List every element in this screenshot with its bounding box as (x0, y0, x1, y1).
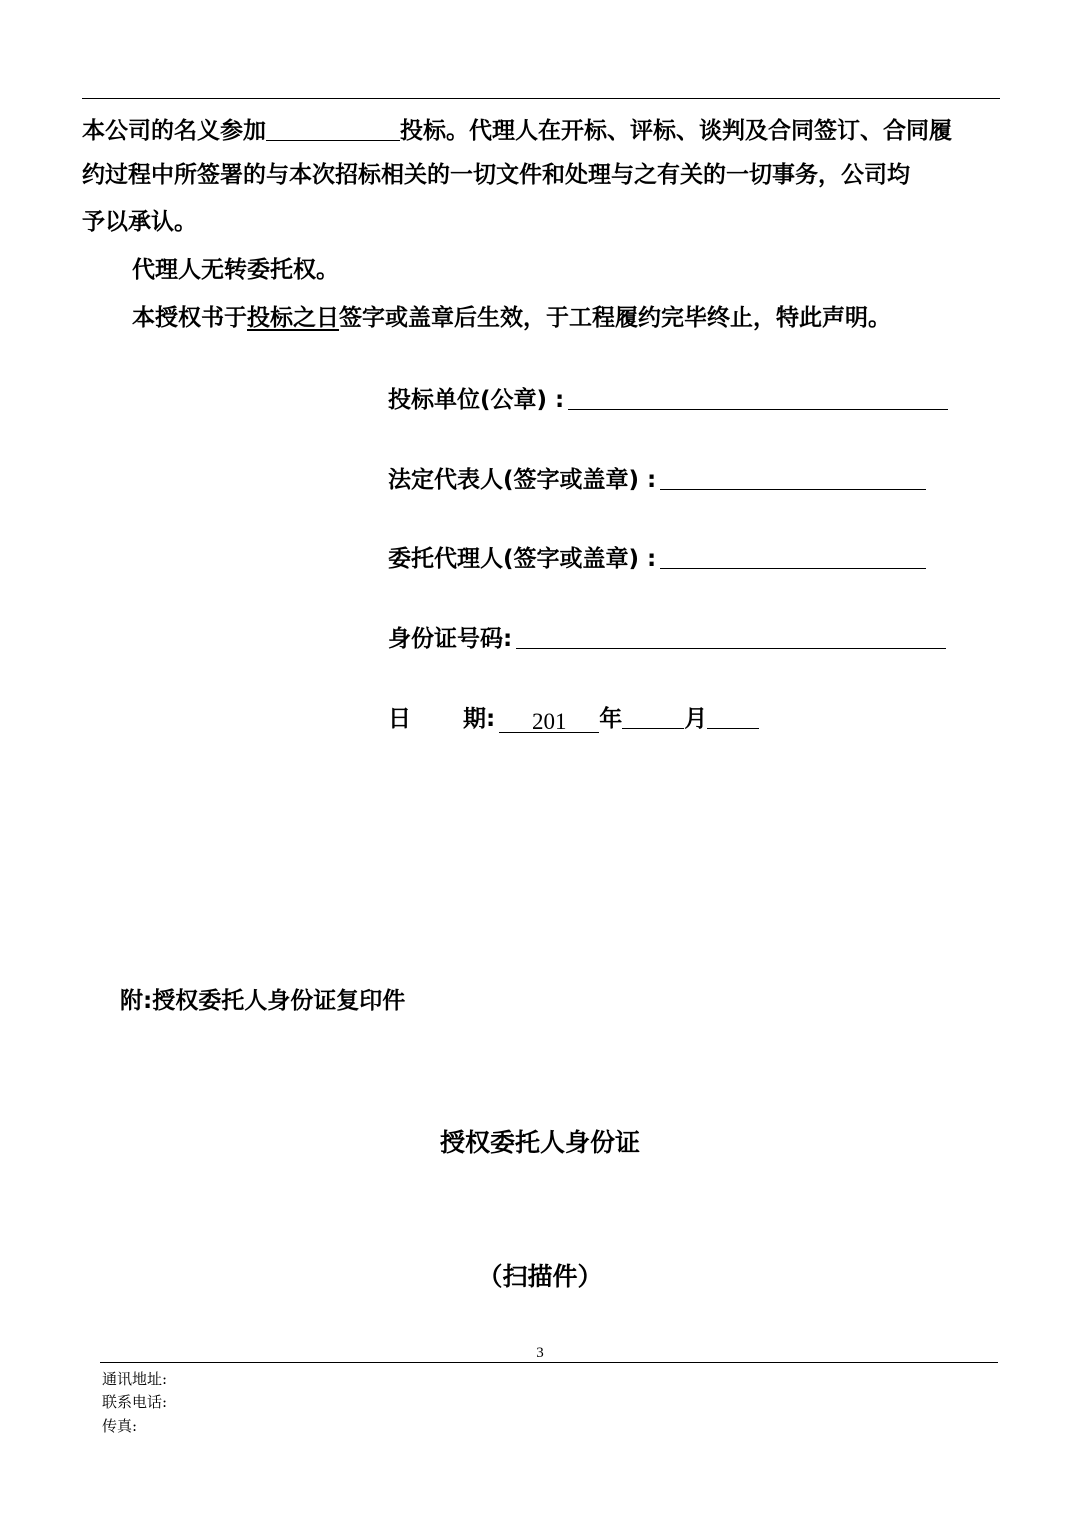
date-label-2: 期: (463, 706, 496, 732)
footer-phone-label: 联系电话: (102, 1393, 168, 1411)
month-blank (622, 706, 684, 729)
year-blank (499, 710, 599, 733)
project-name-blank (266, 118, 400, 141)
footer-rule (100, 1362, 998, 1363)
date-line (388, 706, 759, 733)
footer-fax-label: 传真: (102, 1417, 138, 1435)
legal-rep-blank (660, 467, 926, 490)
effective-paragraph-underlined: 投标之日 (247, 305, 339, 331)
agent-line (388, 546, 926, 571)
bidder-seal-label: 投标单位(公章) : (388, 387, 565, 413)
year-prefix: 201 (531, 709, 567, 734)
id-number-blank (516, 626, 946, 649)
attachment-title: 授权委托人身份证 (439, 1128, 640, 1157)
body-line-1-start: 本公司的名义参加 (82, 118, 266, 144)
day-blank (707, 706, 759, 729)
body-line-1-end: 投标。代理人在开标、评标、谈判及合同签订、合同履 (400, 118, 952, 144)
no-subdelegation-paragraph: 代理人无转委托权。 (132, 257, 339, 283)
effective-paragraph-start: 本授权书于 (132, 305, 247, 331)
body-line-2: 约过程中所签署的与本次招标相关的一切文件和处理与之有关的一切事务，公司均 (82, 162, 910, 188)
legal-rep-label: 法定代表人(签字或盖章) : (388, 467, 657, 493)
attachment-subtitle: （扫描件） (477, 1262, 603, 1291)
footer-address-label: 通讯地址: (102, 1370, 168, 1388)
agent-label: 委托代理人(签字或盖章) : (388, 546, 657, 572)
bidder-seal-blank (568, 387, 948, 410)
legal-rep-line (388, 467, 926, 492)
agent-blank (660, 546, 926, 569)
year-char: 年 (599, 706, 623, 732)
bidder-seal-line (388, 387, 948, 412)
id-number-line (388, 626, 946, 651)
date-label-1: 日 (388, 706, 411, 732)
effective-paragraph-end: 签字或盖章后生效，于工程履约完毕终止，特此声明。 (339, 305, 891, 331)
header-rule (82, 98, 1000, 99)
body-line-1 (82, 118, 952, 143)
page-number: 3 (536, 1345, 544, 1361)
attachment-label: 附:授权委托人身份证复印件 (120, 988, 406, 1014)
month-char: 月 (684, 706, 708, 732)
body-line-3: 予以承认。 (82, 209, 197, 235)
effective-paragraph (132, 307, 891, 330)
id-number-label: 身份证号码: (388, 626, 513, 652)
